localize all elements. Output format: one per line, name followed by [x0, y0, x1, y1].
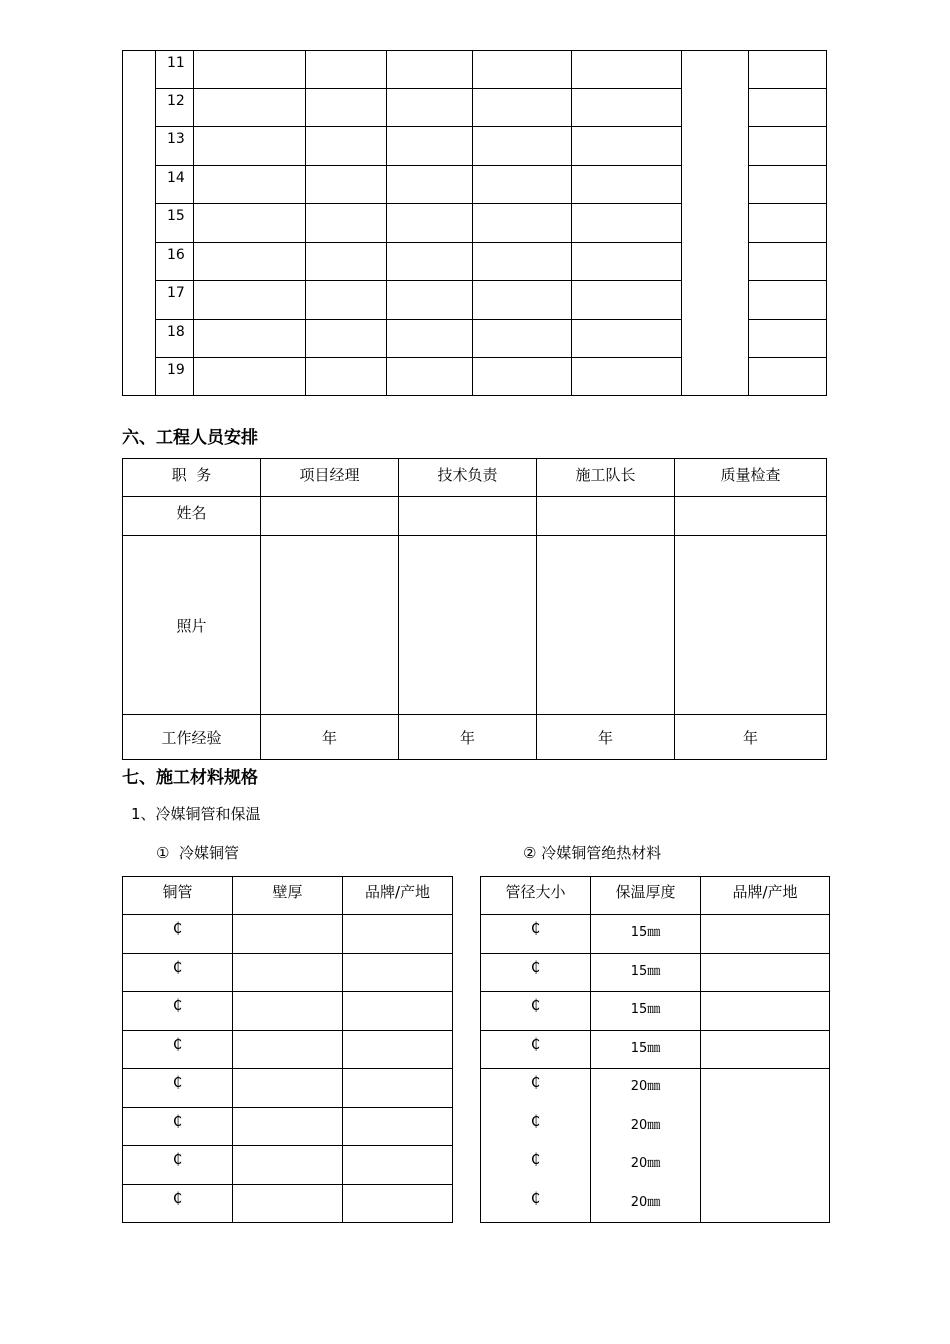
- diameter-symbol: ₵: [123, 992, 233, 1031]
- diameter-symbol: ₵: [123, 1031, 233, 1069]
- table-row: [481, 954, 830, 992]
- table-row: [123, 954, 453, 992]
- table-row: [481, 915, 830, 954]
- thickness-cell: 20㎜: [591, 1108, 701, 1146]
- thickness-cell: 15㎜: [591, 992, 701, 1031]
- row-number: 14: [156, 166, 194, 204]
- staff-photo-row: [123, 536, 827, 715]
- diameter-symbol: ₵: [481, 1069, 591, 1108]
- insulation-table: [480, 876, 830, 1223]
- section-7-title: 七、施工材料规格: [122, 768, 258, 788]
- year-cell: 年: [537, 715, 675, 760]
- thickness-cell: 20㎜: [591, 1185, 701, 1223]
- table-row: [123, 915, 453, 954]
- thickness-cell: 20㎜: [591, 1146, 701, 1185]
- table-row: [123, 992, 453, 1031]
- table-row: [123, 51, 827, 89]
- header-cell: 铜管: [123, 877, 233, 915]
- left-table-caption: ① 冷媒铜管: [156, 844, 239, 862]
- table-row: [123, 1185, 453, 1223]
- subsection-title: 1、冷媒铜管和保温: [131, 805, 261, 823]
- staff-experience-row: [123, 715, 827, 760]
- row-number: 17: [156, 281, 194, 320]
- row-number: 15: [156, 204, 194, 243]
- diameter-symbol: ₵: [123, 1185, 233, 1223]
- year-cell: 年: [399, 715, 537, 760]
- continuation-table: [122, 50, 827, 396]
- header-cell: 职 务: [123, 459, 261, 497]
- table-row: [481, 1031, 830, 1069]
- merged-left-cell: [123, 51, 156, 396]
- diameter-symbol: ₵: [481, 1146, 591, 1185]
- table-row: [123, 1146, 453, 1185]
- thickness-cell: 15㎜: [591, 954, 701, 992]
- section-6-title: 六、工程人员安排: [122, 428, 258, 448]
- row-number: 18: [156, 320, 194, 358]
- header-row: [123, 877, 453, 915]
- merged-brand-cell: [701, 1069, 830, 1223]
- diameter-symbol: ₵: [123, 954, 233, 992]
- header-cell: 技术负责: [399, 459, 537, 497]
- diameter-symbol: ₵: [481, 1185, 591, 1223]
- thickness-cell: 20㎜: [591, 1069, 701, 1108]
- diameter-symbol: ₵: [481, 1108, 591, 1146]
- year-cell: 年: [675, 715, 827, 760]
- header-cell: 壁厚: [233, 877, 343, 915]
- diameter-symbol: ₵: [481, 1031, 591, 1069]
- diameter-symbol: ₵: [481, 915, 591, 954]
- row-label: 照片: [123, 536, 261, 715]
- header-cell: 品牌/产地: [343, 877, 453, 915]
- diameter-symbol: ₵: [481, 954, 591, 992]
- staff-name-row: [123, 497, 827, 536]
- staff-table: [122, 458, 827, 760]
- diameter-symbol: ₵: [123, 1146, 233, 1185]
- thickness-cell: 15㎜: [591, 1031, 701, 1069]
- header-cell: 施工队长: [537, 459, 675, 497]
- row-label: 姓名: [123, 497, 261, 536]
- diameter-symbol: ₵: [123, 1108, 233, 1146]
- row-number: 13: [156, 127, 194, 166]
- header-row: [481, 877, 830, 915]
- merged-right-cell: [682, 51, 749, 396]
- row-number: 16: [156, 243, 194, 281]
- header-cell: 管径大小: [481, 877, 591, 915]
- header-cell: 保温厚度: [591, 877, 701, 915]
- copper-pipe-table: [122, 876, 453, 1223]
- diameter-symbol: ₵: [481, 992, 591, 1031]
- table-row: [481, 1069, 830, 1108]
- right-table-caption: ② 冷媒铜管绝热材料: [523, 844, 662, 862]
- table-row: [123, 1031, 453, 1069]
- header-cell: 质量检查: [675, 459, 827, 497]
- header-cell: 品牌/产地: [701, 877, 830, 915]
- table-row: [123, 1108, 453, 1146]
- header-cell: 项目经理: [261, 459, 399, 497]
- diameter-symbol: ₵: [123, 915, 233, 954]
- table-row: [481, 992, 830, 1031]
- diameter-symbol: ₵: [123, 1069, 233, 1108]
- staff-header-row: [123, 459, 827, 497]
- row-number: 12: [156, 89, 194, 127]
- row-label: 工作经验: [123, 715, 261, 760]
- thickness-cell: 15㎜: [591, 915, 701, 954]
- table-row: [123, 1069, 453, 1108]
- row-number: 11: [156, 51, 194, 89]
- row-number: 19: [156, 358, 194, 396]
- year-cell: 年: [261, 715, 399, 760]
